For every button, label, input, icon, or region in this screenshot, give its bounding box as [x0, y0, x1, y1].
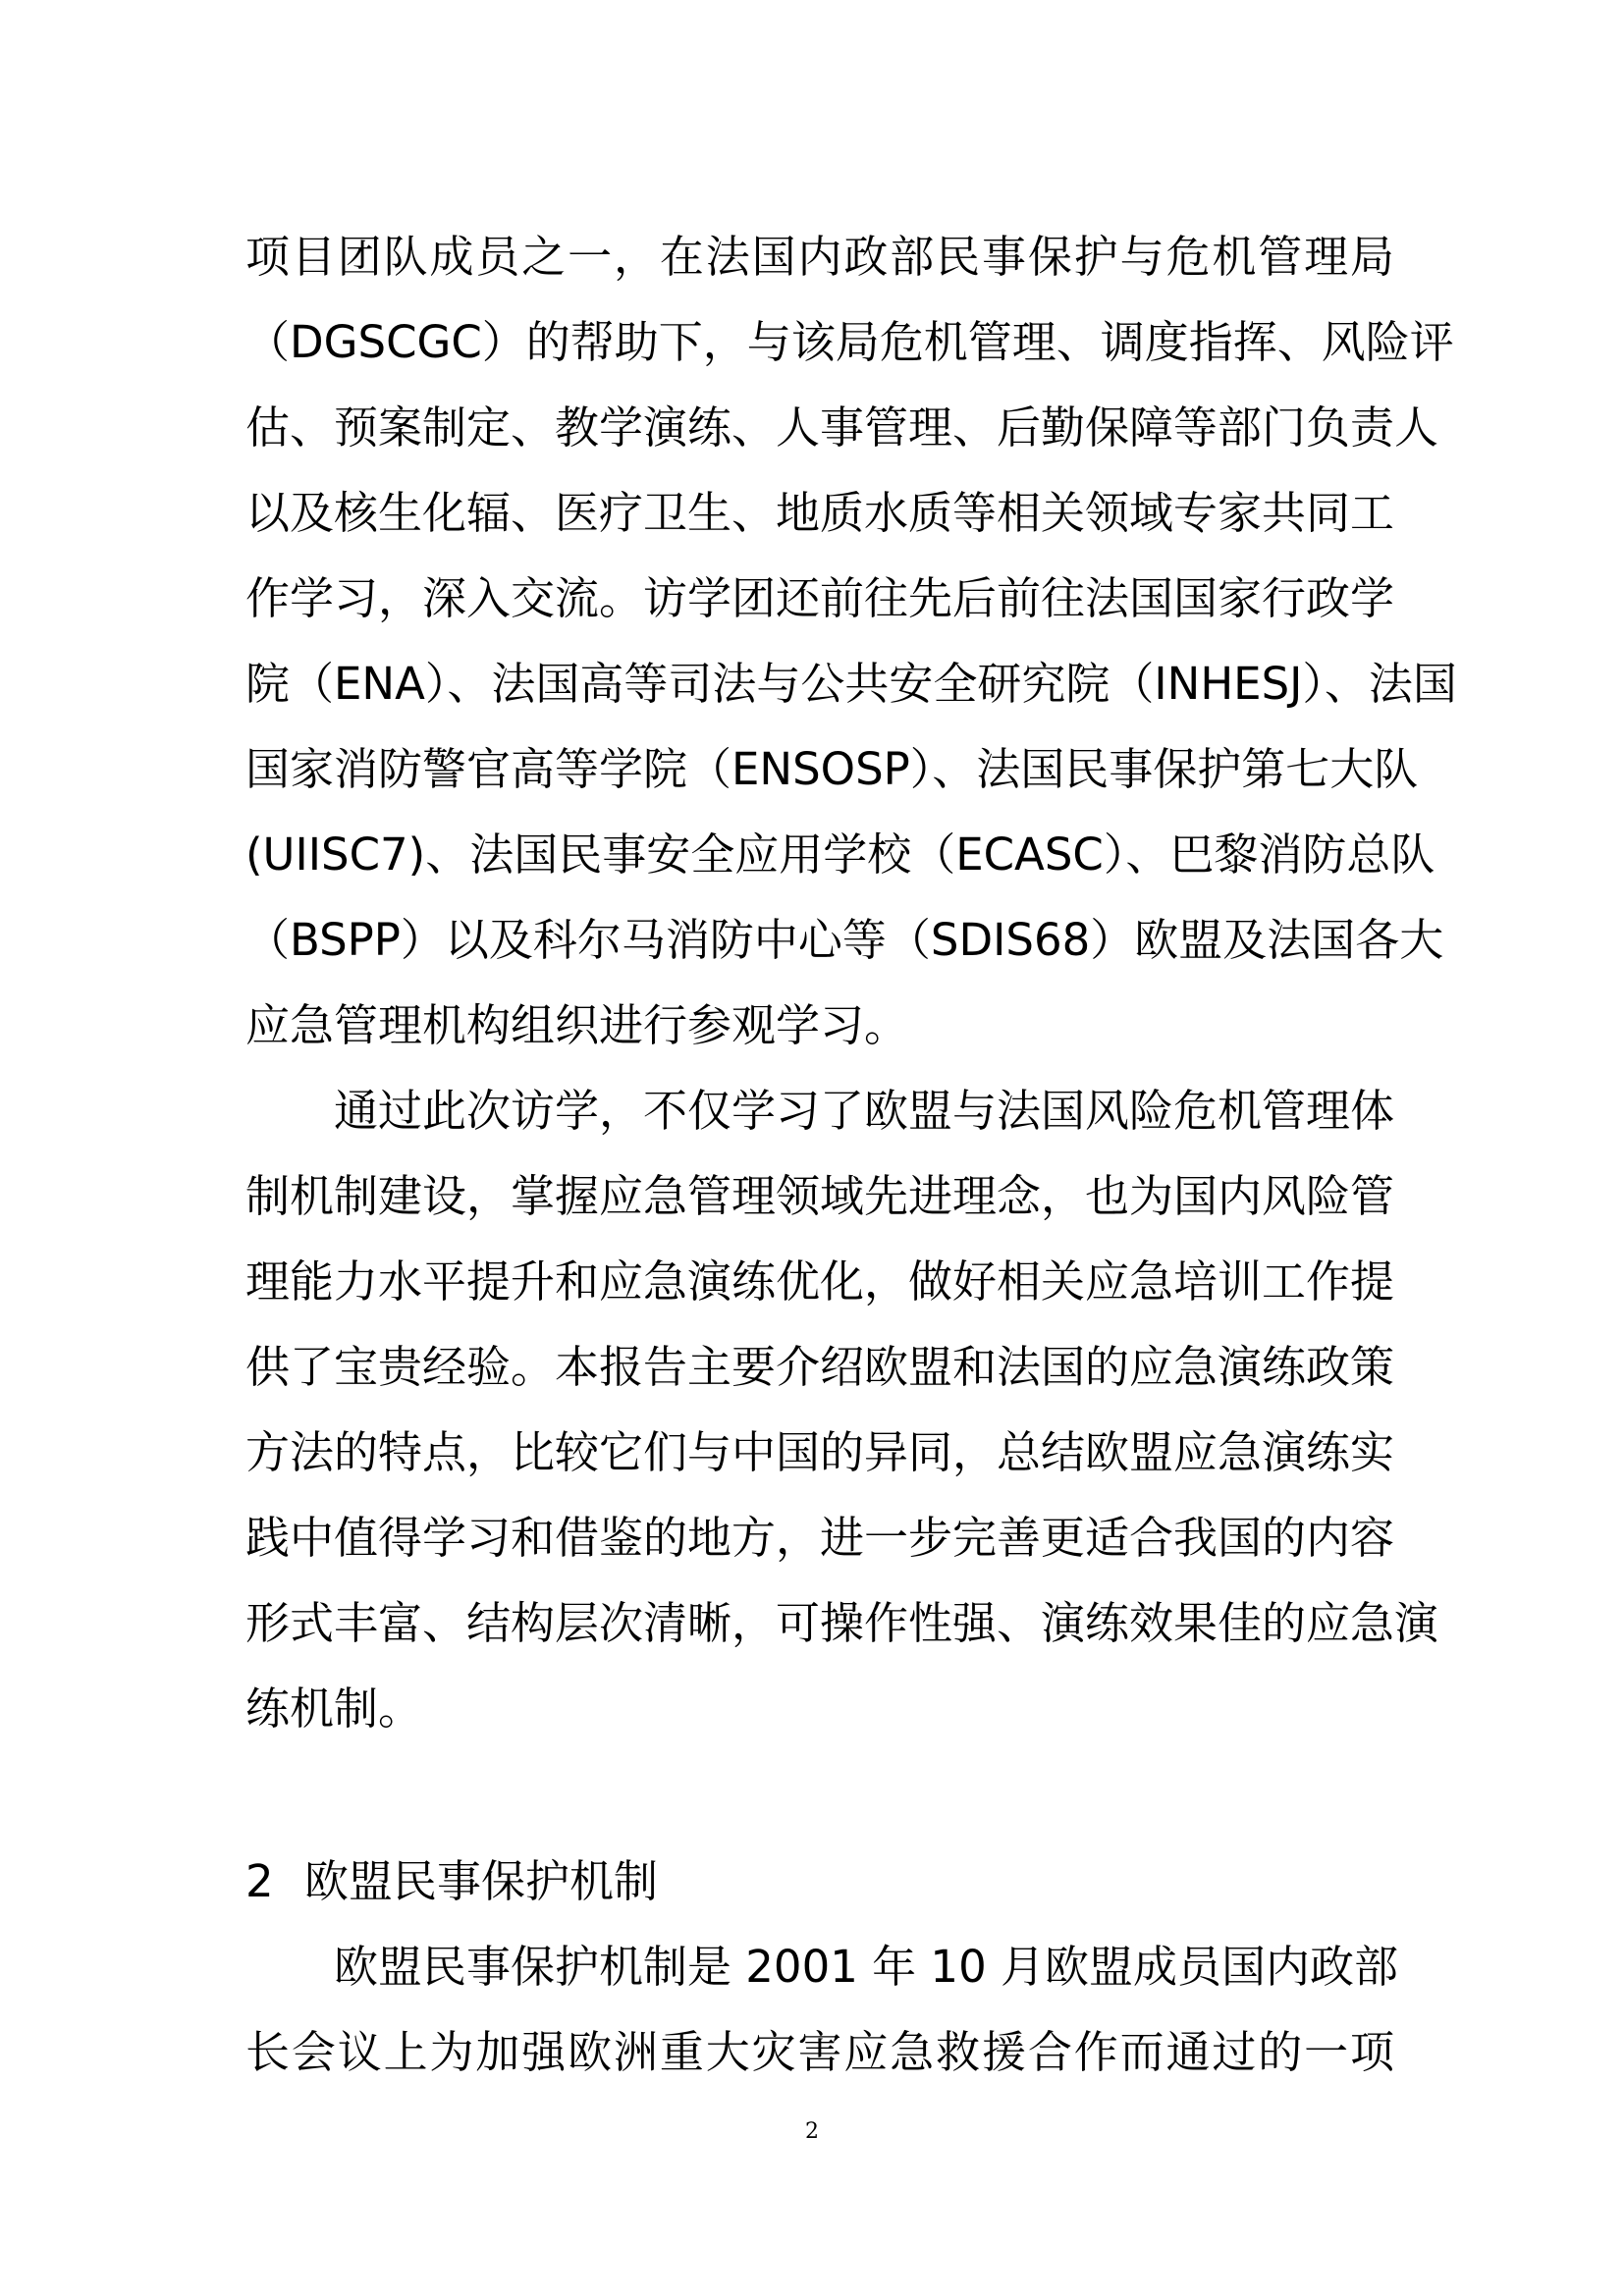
body-text-line: 国家消防警官高等学院（ENSOSP）、法国民事保护第七大队 [245, 743, 1419, 795]
body-text-line: （DGSCGC）的帮助下，与该局危机管理、调度指挥、风险评 [245, 316, 1454, 368]
body-text-line: 以及核生化辐、医疗卫生、地质水质等相关领域专家共同工 [245, 487, 1395, 539]
body-text-line: （BSPP）以及科尔马消防中心等（SDIS68）欧盟及法国各大 [245, 914, 1444, 966]
section-title: 欧盟民事保护机制 [304, 1855, 659, 1907]
section-number: 2 [245, 1855, 274, 1907]
body-text-line: 形式丰富、结构层次清晰，可操作性强、演练效果佳的应急演 [245, 1597, 1439, 1649]
body-text-line: 方法的特点，比较它们与中国的异同，总结欧盟应急演练实 [245, 1426, 1395, 1478]
body-text-line: 供了宝贵经验。本报告主要介绍欧盟和法国的应急演练政策 [245, 1341, 1395, 1393]
body-text-line: 估、预案制定、教学演练、人事管理、后勤保障等部门负责人 [245, 401, 1439, 454]
body-text-line: 项目团队成员之一，在法国内政部民事保护与危机管理局 [245, 231, 1394, 283]
section-heading [245, 1852, 658, 1911]
body-text-line-last: 应急管理机构组织进行参观学习。 [245, 999, 909, 1051]
body-text-line-indented: 通过此次访学，不仅学习了欧盟与法国风险危机管理体 [334, 1085, 1395, 1137]
body-text-line: 制机制建设，掌握应急管理领域先进理念，也为国内风险管 [245, 1170, 1395, 1222]
body-text-line: 长会议上为加强欧洲重大灾害应急救援合作而通过的一项 [245, 2026, 1394, 2078]
body-text-line: 践中值得学习和借鉴的地方，进一步完善更适合我国的内容 [245, 1512, 1395, 1564]
page-number: 2 [805, 2119, 819, 2144]
body-text-line: 院（ENA）、法国高等司法与公共安全研究院（INHESJ）、法国 [245, 658, 1457, 710]
body-text-line: 理能力水平提升和应急演练优化，做好相关应急培训工作提 [245, 1255, 1395, 1308]
body-text-line-last: 练机制。 [245, 1682, 423, 1735]
body-text-line: (UIISC7)、法国民事安全应用学校（ECASC）、巴黎消防总队 [245, 828, 1435, 881]
body-text-line: 作学习，深入交流。访学团还前往先后前往法国国家行政学 [245, 572, 1395, 624]
body-text-line-indented: 欧盟民事保护机制是 2001 年 10 月欧盟成员国内政部 [334, 1941, 1399, 1993]
